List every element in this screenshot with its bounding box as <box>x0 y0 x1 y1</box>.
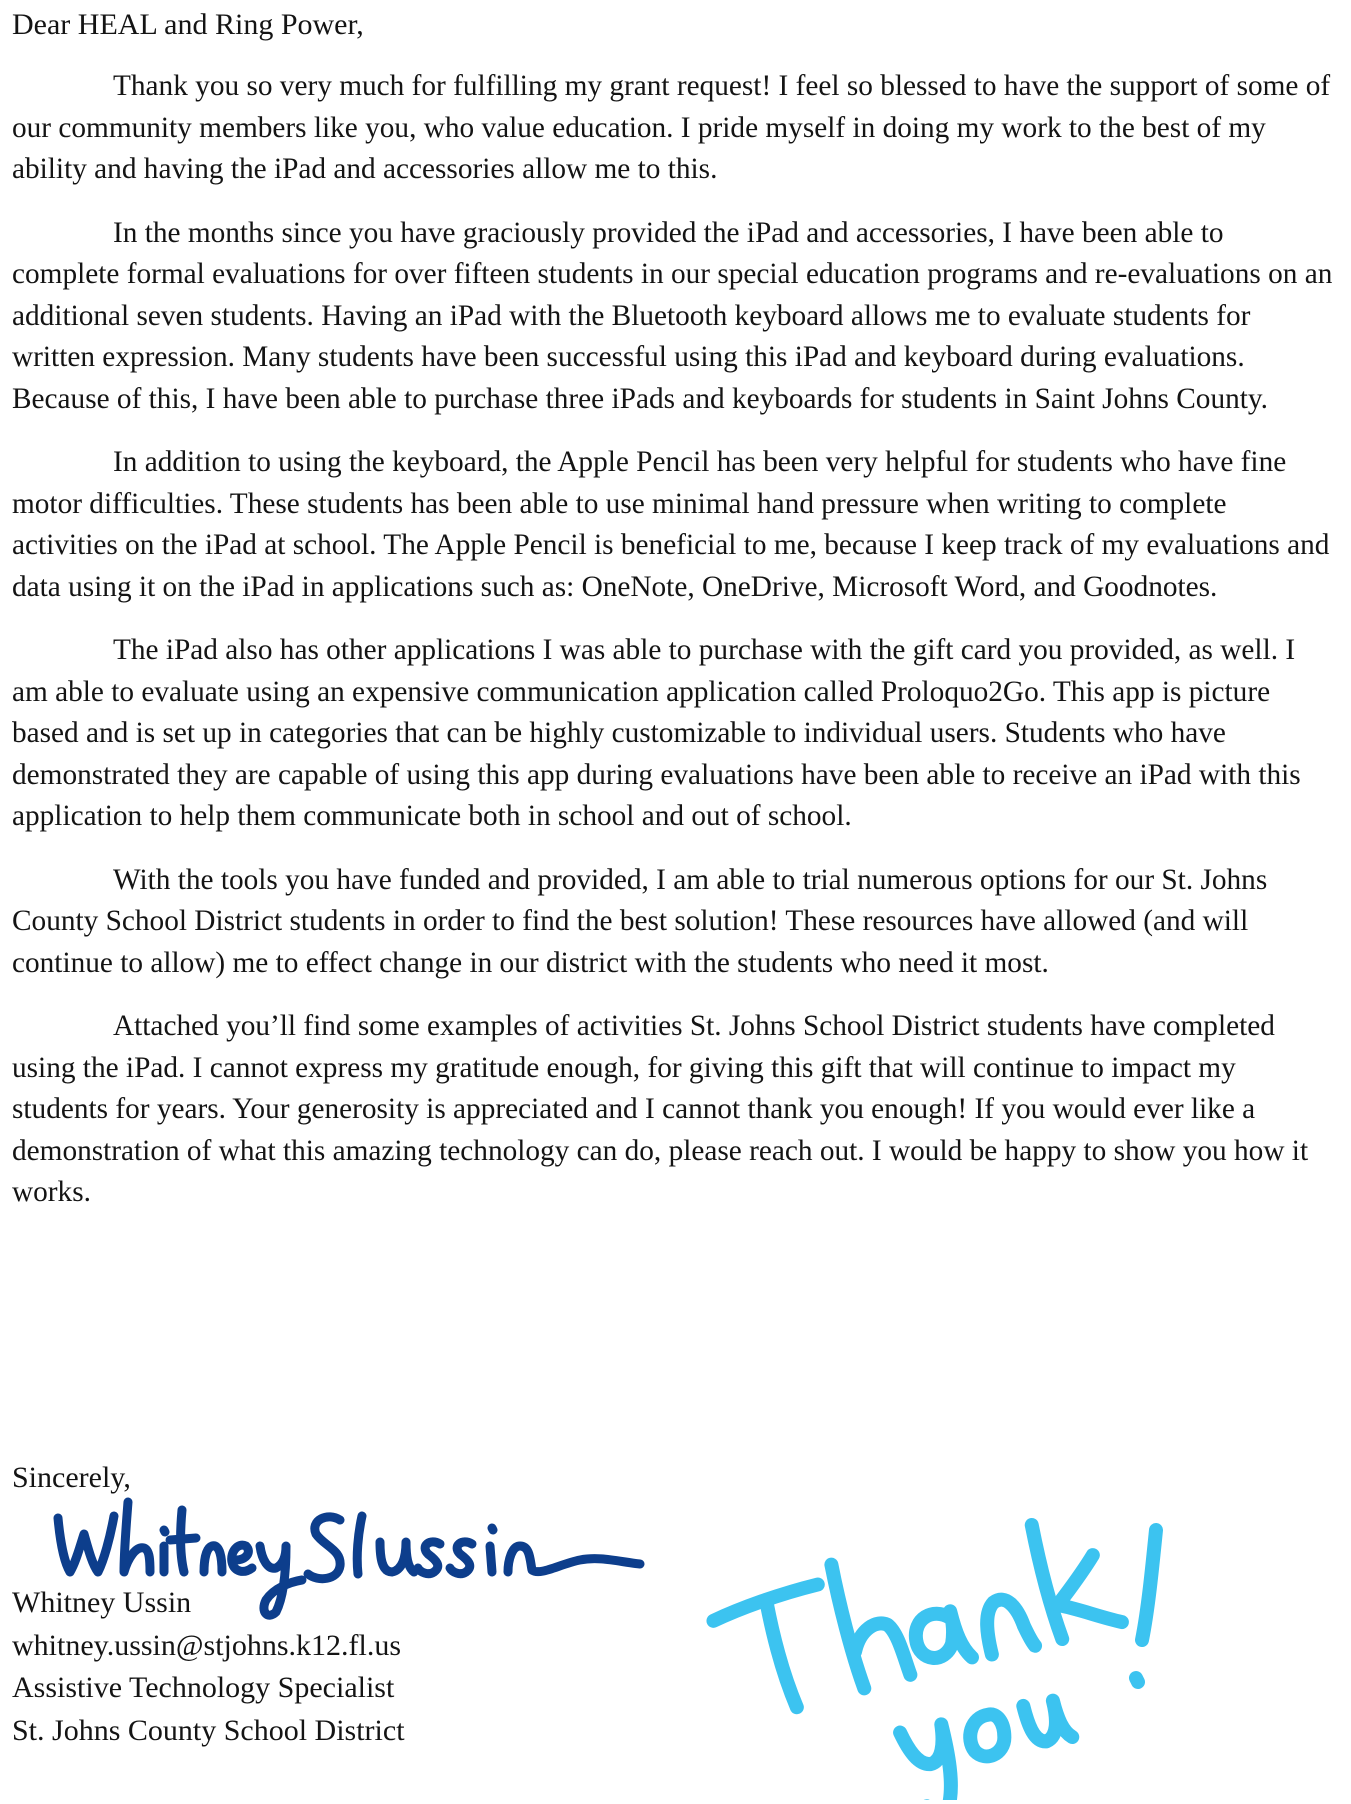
paragraph-evaluations: In the months since you have graciously provided the iPad and accessories, I have been able to complete formal evaluations for over fifteen students in our special education programs and re-evaluations on an additional seven students. Having an iPad with the Bluetooth keyboard allows me to evaluate students for written expression. Many students have been successful using this iPad and keyboard during evaluations. Because of this, I have been able to purchase three iPads and keyboards for students in Saint Johns County. <box>12 216 1333 415</box>
handwritten-thank-you-note <box>700 1500 1220 1800</box>
paragraph-attached-examples: Attached you’ll find some examples of activities St. Johns School District students have completed using the iPad. I cannot express my gratitude enough, for giving this gift that will continue to impact my students for years. Your generosity is appreciated and I cannot thank you enough! If you would ever like a demonstration of what this amazing technology can do, please reach out. I would be happy to show you how it works. <box>12 1010 1309 1208</box>
sender-email: whitney.ussin@stjohns.k12.fl.us <box>12 1628 402 1662</box>
sender-title: Assistive Technology Specialist <box>12 1671 395 1704</box>
letter-body <box>12 66 1337 1236</box>
letter-closing: Sincerely, <box>12 1461 131 1494</box>
letter-greeting: Dear HEAL and Ring Power, <box>12 8 364 41</box>
sender-block <box>12 1582 405 1752</box>
sender-organization: St. Johns County School District <box>12 1713 405 1747</box>
paragraph-tools: With the tools you have funded and provided, I am able to trial numerous options for our St. Johns County School District students in order to find the best solution! These resources have allowed (and will continue to allow) me to effect change in our district with the students who need it most. <box>12 863 1268 979</box>
paragraph-apple-pencil: In addition to using the keyboard, the Apple Pencil has been very helpful for students who have fine motor difficulties. These students has been able to use minimal hand pressure when writing to complete activities on the iPad at school. The Apple Pencil is beneficial to me, because I keep track of my evaluations and data using it on the iPad in applications such as: OneNote, OneDrive, Microsoft Word, and Goodnotes. <box>12 446 1330 603</box>
sender-name: Whitney Ussin <box>12 1586 192 1619</box>
paragraph-thanks: Thank you so very much for fulfilling my grant request! I feel so blessed to have the support of some of our community members like you, who value education. I pride myself in doing my work to the best of my ability and having the iPad and accessories allow me to this. <box>12 70 1331 185</box>
paragraph-applications: The iPad also has other applications I was able to purchase with the gift card you provided, as well. I am able to evaluate using an expensive communication application called Proloquo2Go. This app is picture based and is set up in categories that can be highly customizable to individual users. Students who have demonstrated they are capable of using this app during evaluations have been able to receive an iPad with this application to help them communicate both in school and out of school. <box>12 634 1301 832</box>
